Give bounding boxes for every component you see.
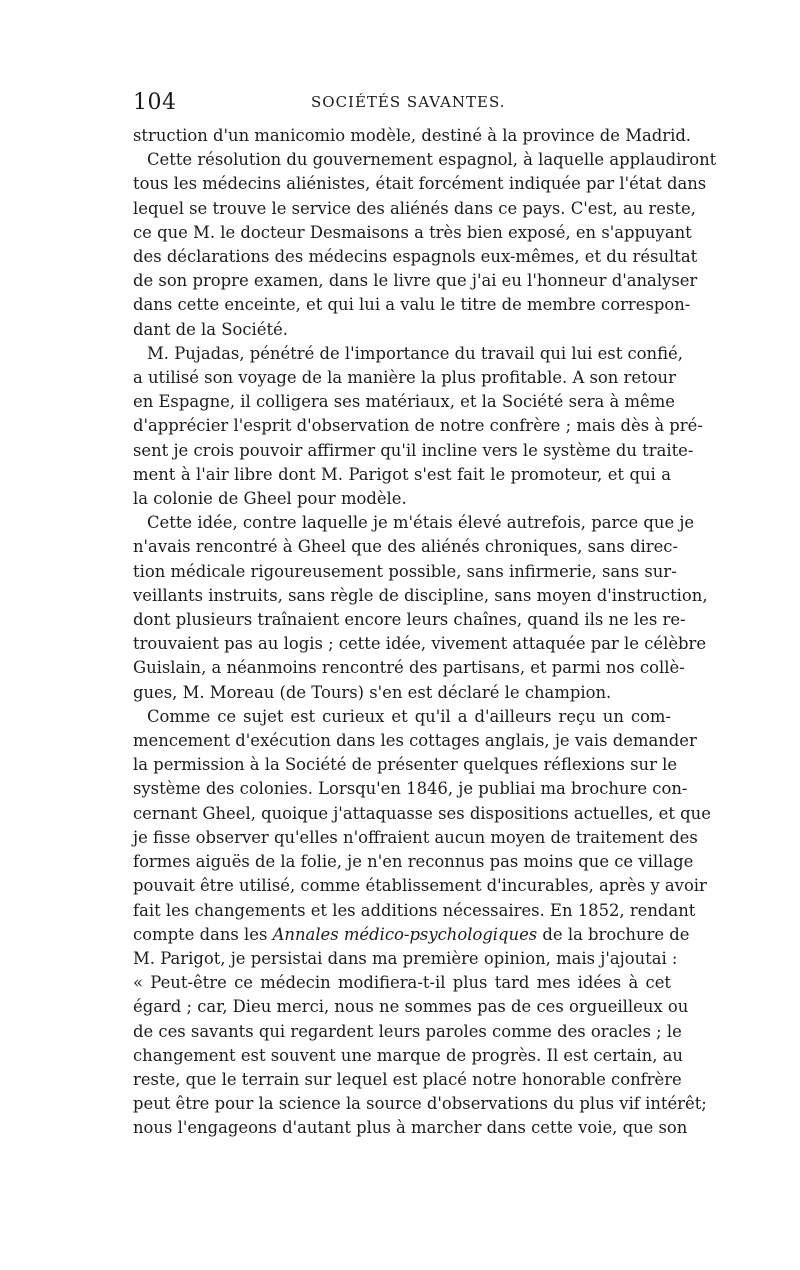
text-line: je fisse observer qu'elles n'offraient aucun moyen de traitement des <box>133 827 698 847</box>
text-line: tous les médecins aliénistes, était forcément indiquée par l'état dans <box>133 174 707 194</box>
text-line: pouvait être utilisé, comme établissement d'incurables, après y avoir <box>133 876 707 896</box>
text-line: M. Parigot, je persistai dans ma première opinion, mais j'ajoutai : <box>133 948 678 968</box>
text-line: gues, M. Moreau (de Tours) s'en est déclaré le champion. <box>133 682 612 702</box>
text-line: système des colonies. Lorsqu'en 1846, je publiai ma brochure con- <box>133 779 688 799</box>
text-line: reste, que le terrain sur lequel est placé notre honorable confrère <box>133 1069 682 1089</box>
text-segment: compte dans les <box>133 924 273 944</box>
text-line: ment à l'air libre dont M. Parigot s'est fait le promoteur, et qui a <box>133 464 671 484</box>
text-segment: de la brochure de <box>537 924 690 944</box>
text-line: Cette résolution du gouvernement espagnol, à laquelle applaudiront <box>147 150 717 170</box>
text-line: des déclarations des médecins espagnols eux-mêmes, et du résultat <box>133 247 698 267</box>
text-line: a utilisé son voyage de la manière la plus profitable. A son retour <box>133 368 676 388</box>
text-line: de ces savants qui regardent leurs paroles comme des oracles ; le <box>133 1021 682 1041</box>
text-line: la colonie de Gheel pour modèle. <box>133 489 407 509</box>
text-line: sent je crois pouvoir affirmer qu'il incline vers le système du traite- <box>133 440 694 460</box>
text-line: n'avais rencontré à Gheel que des aliénés chroniques, sans direc- <box>133 537 679 557</box>
text-line: en Espagne, il colligera ses matériaux, et la Société sera à même <box>133 392 675 412</box>
text-line: veillants instruits, sans règle de discipline, sans moyen d'instruction, <box>133 585 708 605</box>
text-line: cernant Gheel, quoique j'attaquasse ses dispositions actuelles, et que <box>133 803 711 823</box>
text-line: dant de la Société. <box>133 319 288 339</box>
text-line: dans cette enceinte, et qui lui a valu le titre de membre correspon- <box>133 295 691 315</box>
text-line: la permission à la Société de présenter quelques réflexions sur le <box>133 755 678 775</box>
text-line: fait les changements et les additions nécessaires. En 1852, rendant <box>133 900 696 920</box>
text-line: struction d'un manicomio modèle, destiné à la province de Madrid. <box>133 126 692 145</box>
text-line: M. Pujadas, pénétré de l'importance du travail qui lui est confié, <box>147 343 683 363</box>
running-title: SOCIÉTÉS SAVANTES. <box>311 93 506 111</box>
text-line: tion médicale rigoureusement possible, sans infirmerie, sans sur- <box>133 561 677 581</box>
text-line: trouvaient pas au logis ; cette idée, vivement attaquée par le célèbre <box>133 634 707 654</box>
text-line: de son propre examen, dans le livre que j'ai eu l'honneur d'analyser <box>133 271 698 291</box>
text-line <box>133 923 690 947</box>
text-line: d'apprécier l'esprit d'observation de notre confrère ; mais dès à pré- <box>133 416 703 436</box>
text-line: changement est souvent une marque de progrès. Il est certain, au <box>133 1045 683 1065</box>
text-line: nous l'engageons d'autant plus à marcher dans cette voie, que son <box>133 1118 688 1138</box>
text-line: Cette idée, contre laquelle je m'étais élevé autrefois, parce que je <box>147 513 695 533</box>
text-line: dont plusieurs traînaient encore leurs chaînes, quand ils ne les re- <box>133 610 686 630</box>
text-line: « Peut-être ce médecin modifiera-t-il plus tard mes idées à cet <box>133 973 671 993</box>
text-line: mencement d'exécution dans les cottages anglais, je vais demander <box>133 731 697 751</box>
text-line: ce que M. le docteur Desmaisons a très bien exposé, en s'appuyant <box>133 222 692 242</box>
text-line: Guislain, a néanmoins rencontré des partisans, et parmi nos collè- <box>133 658 685 678</box>
journal-title: Annales médico-psychologiques <box>272 924 538 944</box>
text-line: lequel se trouve le service des aliénés dans ce pays. C'est, au reste, <box>133 198 696 218</box>
body-text <box>133 124 717 1141</box>
running-head <box>133 90 669 120</box>
text-line: Comme ce sujet est curieux et qu'il a d'ailleurs reçu un com- <box>147 706 671 726</box>
text-line: formes aiguës de la folie, je n'en reconnus pas moins que ce village <box>133 852 694 872</box>
text-line: égard ; car, Dieu merci, nous ne sommes pas de ces orgueilleux ou <box>133 997 689 1017</box>
text-line: peut être pour la science la source d'observations du plus vif intérêt; <box>133 1094 707 1114</box>
page-number: 104 <box>133 90 177 115</box>
